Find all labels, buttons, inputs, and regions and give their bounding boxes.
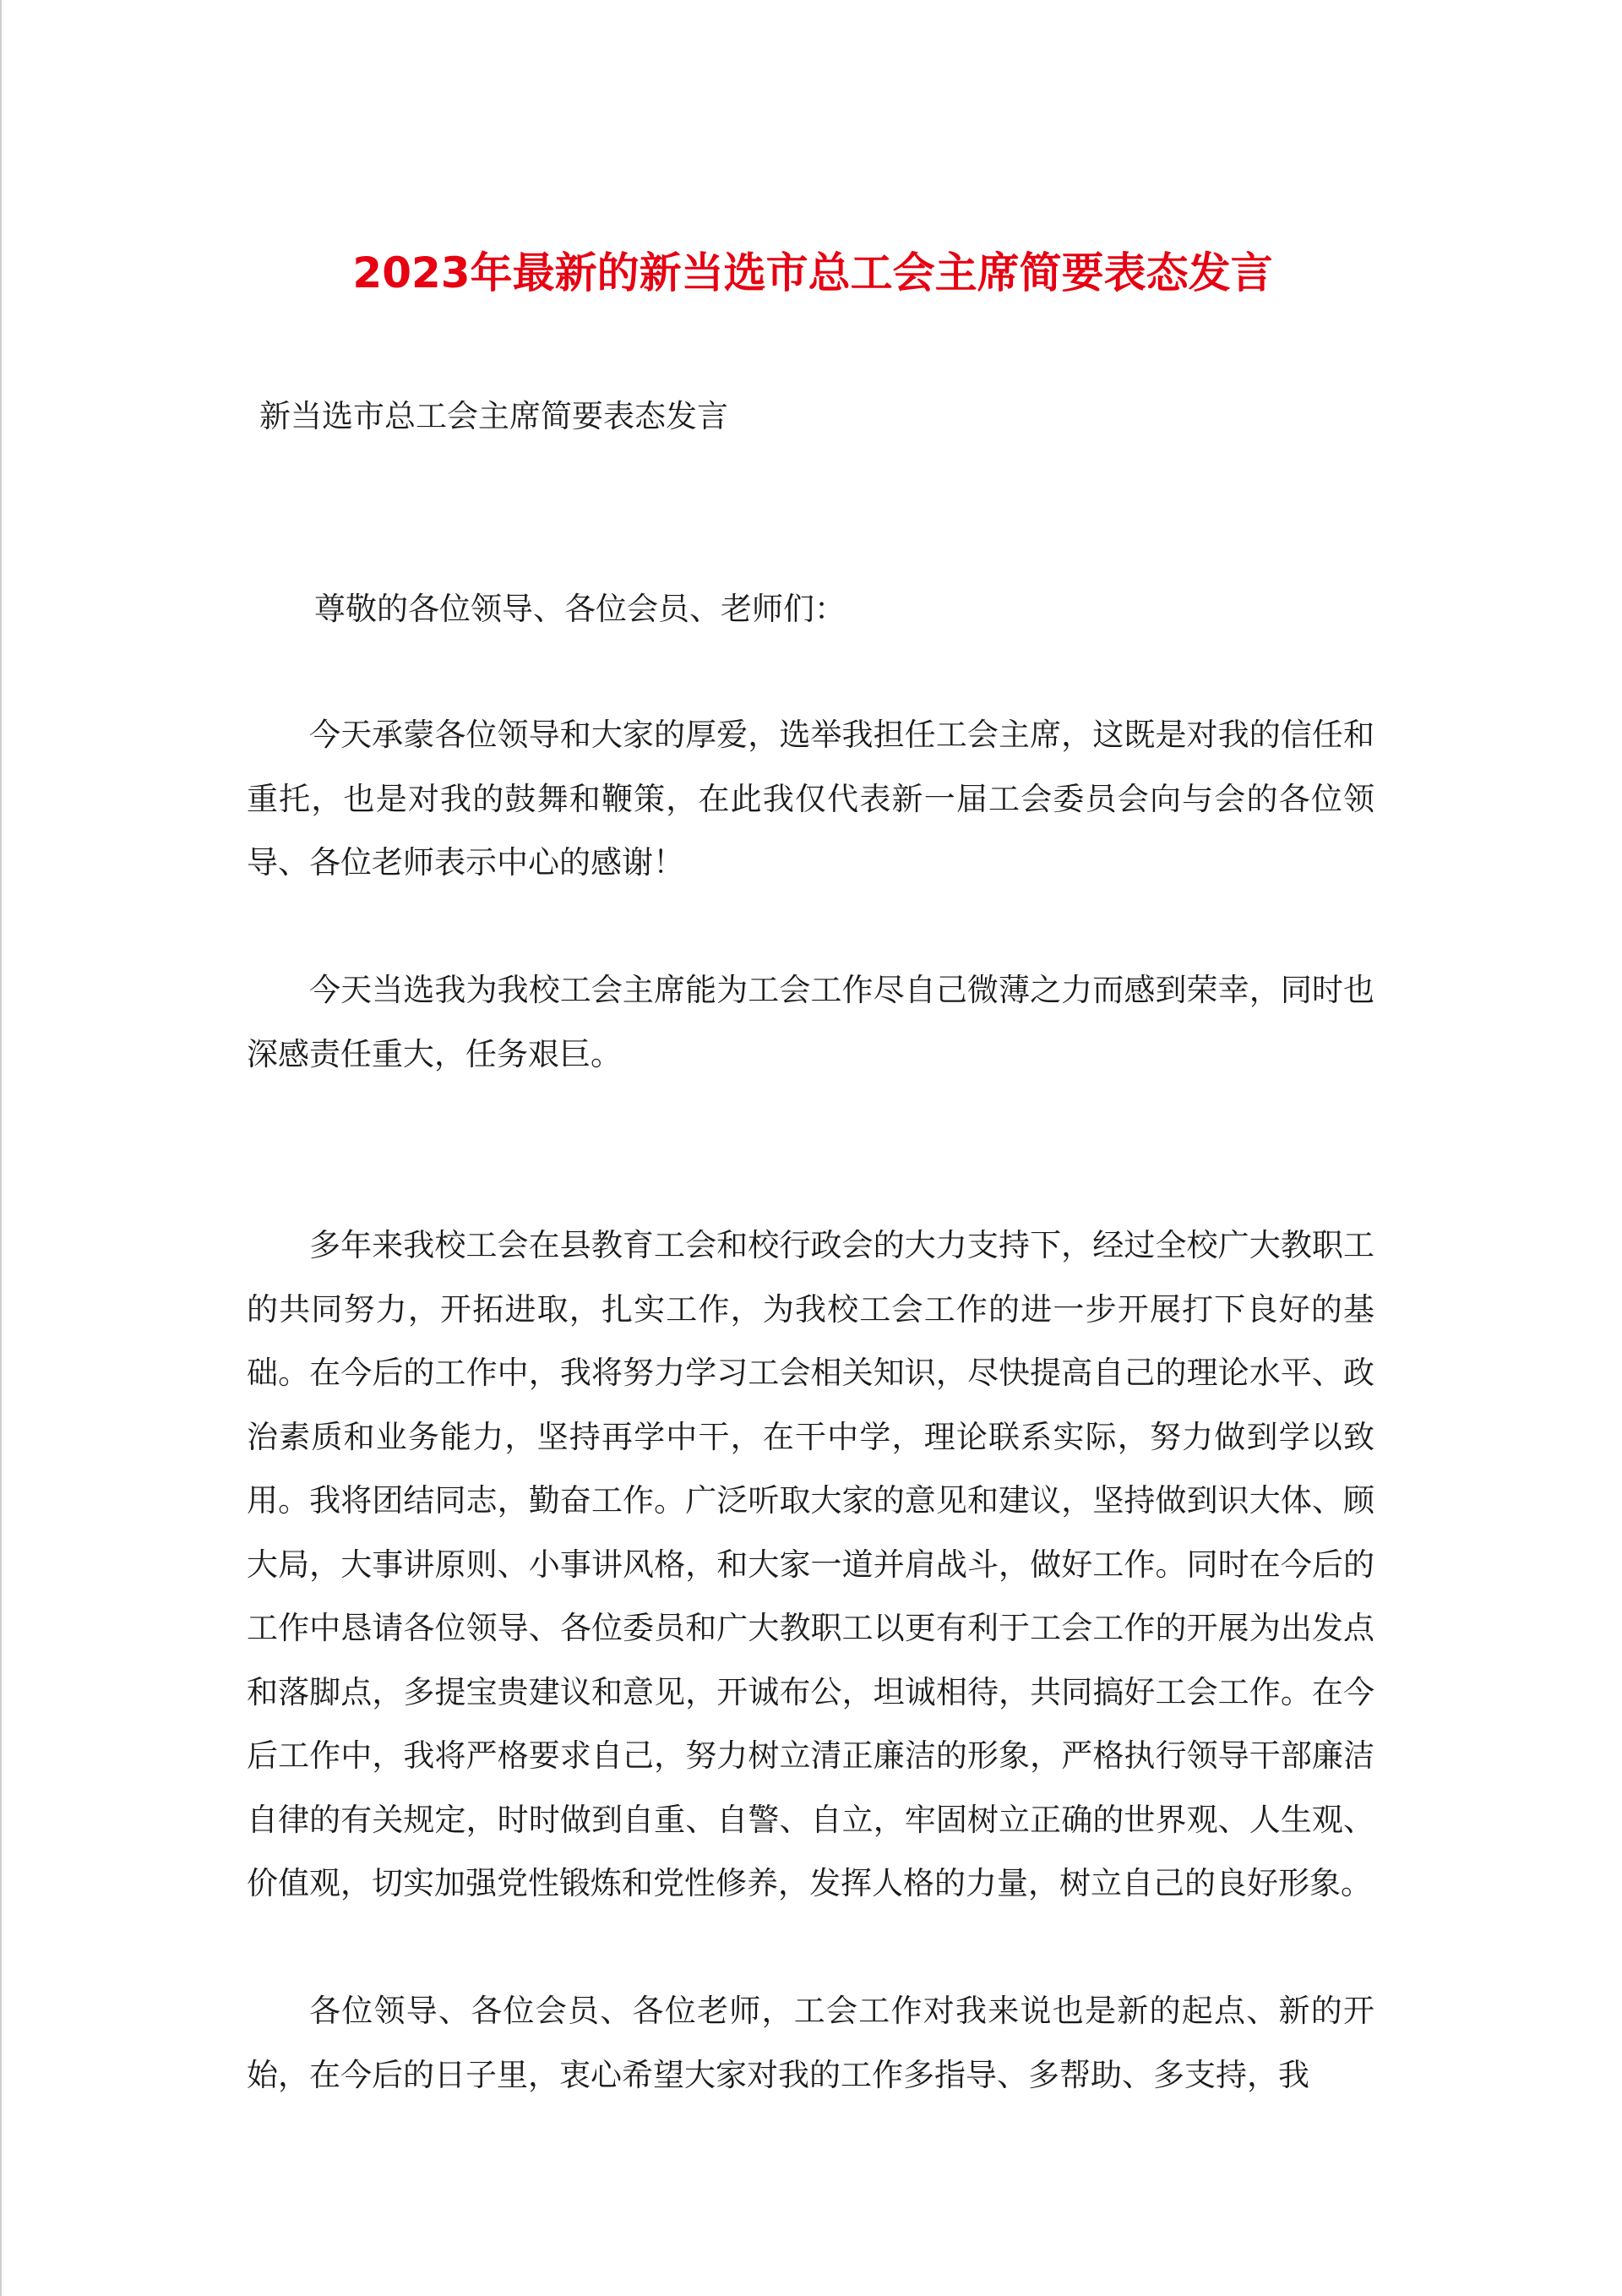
body-paragraph: 多年来我校工会在县教育工会和校行政会的大力支持下，经过全校广大教职工的共同努力，开拓进取，扎实工作，为我校工会工作的进一步开展打下良好的基础。在今后的工作中，我将努力学习工会相关知识，尽快提高自己的理论水平、政治素质和业务能力，坚持再学中干，在干中学，理论联系实际，努力做到学以致用。我将团结同志，勤奋工作。广泛听取大家的意见和建议，坚持做到识大体、顾大局，大事讲原则、小事讲风格，和大家一道并肩战斗，做好工作。同时在今后的工作中恳请各位领导、各位委员和广大教职工以更有利于工会工作的开展为出发点和落脚点，多提宝贵建议和意见，开诚布公，坦诚相待，共同搞好工会工作。在今后工作中，我将严格要求自己，努力树立清正廉洁的形象，严格执行领导干部廉洁自律的有关规定，时时做到自重、自警、自立，牢固树立正确的世界观、人生观、价值观，切实加强党性锻炼和党性修养，发挥人格的力量，树立自己的良好形象。 (247, 1227, 1374, 1901)
salutation: 尊敬的各位领导、各位会员、老师们： (314, 591, 846, 627)
body-paragraph: 今天承蒙各位领导和大家的厚爱，选举我担任工会主席，这既是对我的信任和重托，也是对我的鼓舞和鞭策，在此我仅代表新一届工会委员会向与会的各位领导、各位老师表示中心的感谢！ (247, 717, 1374, 881)
body-paragraph: 今天当选我为我校工会主席能为工会工作尽自己微薄之力而感到荣幸，同时也深感责任重大，任务艰巨。 (247, 972, 1374, 1072)
document-title: 2023年最新的新当选市总工会主席简要表态发言 (352, 248, 1273, 297)
document-subtitle: 新当选市总工会主席简要表态发言 (259, 398, 728, 434)
body-paragraph: 各位领导、各位会员、各位老师，工会工作对我来说也是新的起点、新的开始，在今后的日子里，衷心希望大家对我的工作多指导、多帮助、多支持，我 (247, 1993, 1374, 2093)
